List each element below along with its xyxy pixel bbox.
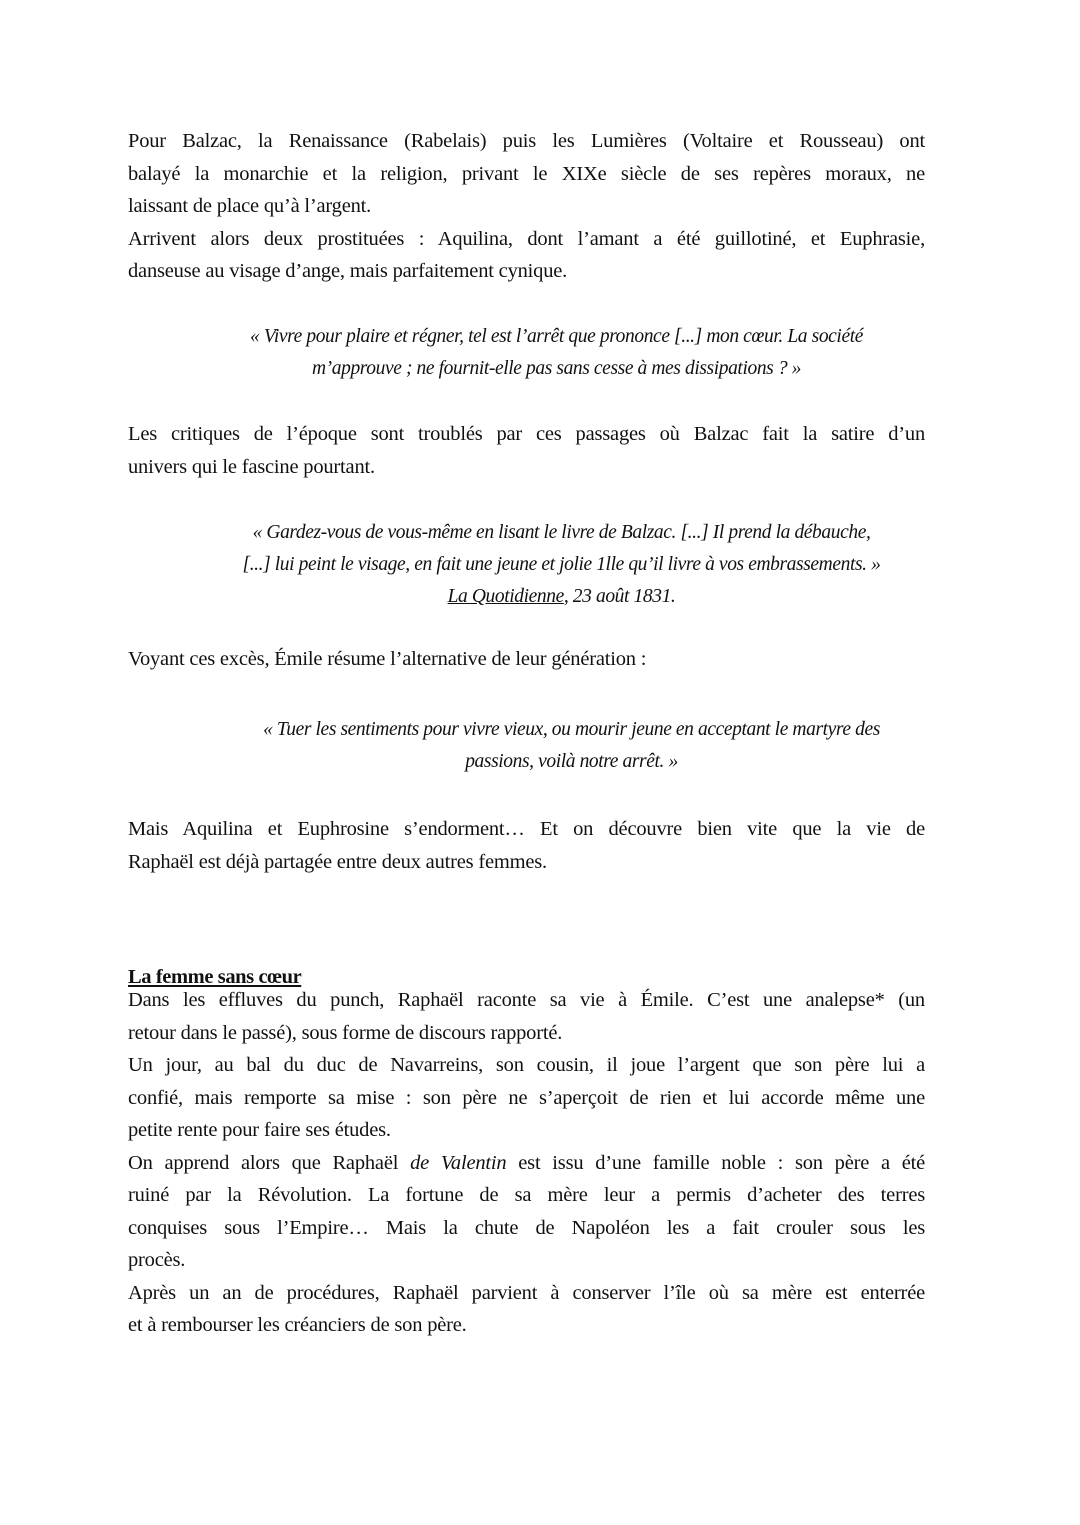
quote-line: m’approuve ; ne fournit-elle pas sans cesse à mes dissipations ? » [311,358,802,379]
text-line: confié, mais remporte sa mise : son père ne s’aperçoit de rien et lui accorde même une [128,1086,925,1109]
quote-line: passions, voilà notre arrêt. » [465,751,678,772]
text-line: Un jour, au bal du duc de Navarreins, son cousin, il joue l’argent que son père lui a [128,1054,925,1076]
text-line [128,1147,925,1180]
text-line: procès. [128,1249,186,1271]
text-line: et à rembourser les créanciers de son père. [128,1314,467,1336]
quote-gardez-vous [198,517,925,613]
text-line: Après un an de procédures, Raphaël parvient à conserver l’île où sa mère est enterrée [128,1281,925,1304]
text-line: balayé la monarchie et la religion, privant le XIXe siècle de ses repères moraux, ne [128,162,925,185]
paragraph-aquilina [128,813,925,878]
quote-line: « Tuer les sentiments pour vivre vieux, ou mourir jeune en acceptant le martyre des [263,719,880,740]
text-line: Voyant ces excès, Émile résume l’alternative de leur génération : [128,648,647,670]
text-line: univers qui le fascine pourtant. [128,455,375,478]
text-fragment: est issu d’une famille noble : son père a été [506,1151,925,1174]
text-line: Mais Aquilina et Euphrosine s’endorment… Et on découvre bien vite que la vie de [128,818,925,840]
quote-tuer-les-sentiments [218,714,925,778]
italic-name: de Valentin [410,1151,507,1174]
text-line: ruiné par la Révolution. La fortune de sa mère leur a permis d’acheter des terres [128,1184,925,1206]
text-line: Pour Balzac, la Renaissance (Rabelais) puis les Lumières (Voltaire et Rousseau) ont [128,130,925,152]
paragraph-critiques [128,418,925,483]
quote-source [198,581,925,613]
quote-line: [...] lui peint le visage, en fait une jeune et jolie 1lle qu’il livre à vos embrassements. » [242,554,881,575]
section-heading: La femme sans cœur [128,966,302,988]
text-line: Dans les effluves du punch, Raphaël raconte sa vie à Émile. C’est une analepse* (un [128,989,925,1011]
text-line: retour dans le passé), sous forme de discours rapporté. [128,1021,563,1044]
text-fragment: On apprend alors que Raphaël [128,1151,411,1174]
paragraph-raphael-story [128,984,925,1342]
source-title: La Quotidienne [447,586,564,607]
text-line: conquises sous l’Empire… Mais la chute de Napoléon les a fait crouler sous les [128,1216,925,1239]
text-line: laissant de place qu’à l’argent. [128,195,372,217]
text-line: Raphaël est déjà partagée entre deux autres femmes. [128,850,547,873]
text-line: petite rente pour faire ses études. [128,1119,391,1141]
text-line: Les critiques de l’époque sont troublés par ces passages où Balzac fait la satire d’un [128,423,925,445]
text-line: Arrivent alors deux prostituées : Aquilina, dont l’amant a été guillotiné, et Euphrasie, [128,227,925,250]
paragraph-renaissance [128,125,925,288]
quote-line: « Gardez-vous de vous-même en lisant le livre de Balzac. [...] Il prend la débauche, [252,522,871,543]
text-line: danseuse au visage d’ange, mais parfaitement cynique. [128,260,568,282]
quote-vivre-pour-plaire [188,321,925,385]
source-date: , 23 août 1831. [563,586,676,607]
paragraph-emile [128,643,925,676]
quote-line: « Vivre pour plaire et régner, tel est l’arrêt que prononce [...] mon cœur. La société [250,326,863,347]
